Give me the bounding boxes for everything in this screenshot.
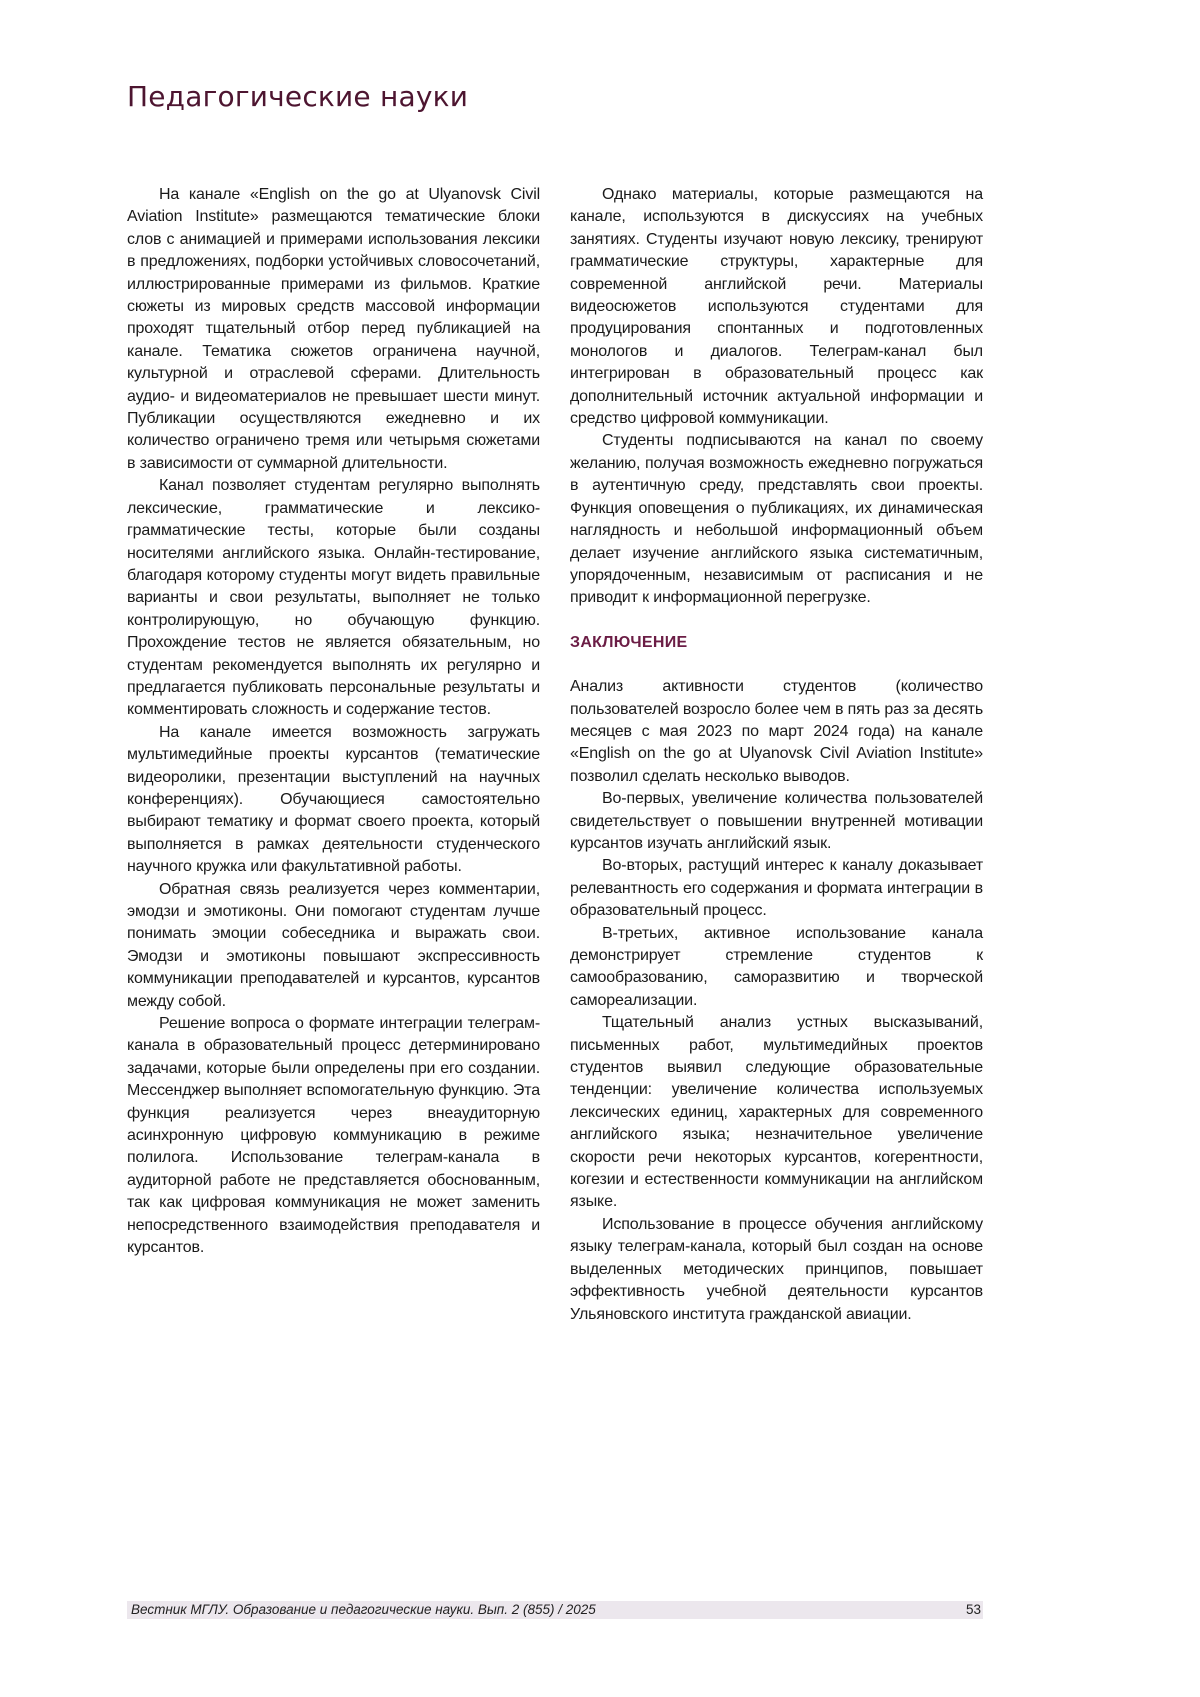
- paragraph: Во-вторых, растущий интерес к каналу доказывает релевантность его содержания и формата интеграции в образовательный процесс.: [570, 855, 983, 922]
- paragraph: Во-первых, увеличение количества пользователей свидетельствует о повышении внутренней мотивации курсантов изучать английский язык.: [570, 788, 983, 855]
- paragraph: Канал позволяет студентам регулярно выполнять лексические, грамматические и лексико-грамматические тесты, которые были созданы носителями английского языка. Онлайн-тестирование, благодаря которому студенты могут видеть правильные варианты и свои результаты, выполняет не только контролирующую, но обучающую функцию. Прохождение тестов не является обязательным, но студентам рекомендуется выполнять их регулярно и предлагается публиковать персональные результаты и комментировать сложность и содержание тестов.: [127, 475, 540, 721]
- paragraph: Однако материалы, которые размещаются на канале, используются в дискуссиях на учебных занятиях. Студенты изучают новую лексику, тренируют грамматические структуры, характерные для современной английской речи. Материалы видеосюжетов используются студентами для продуцирования спонтанных и подготовленных монологов и диалогов. Телеграм-канал был интегрирован в образовательный процесс как дополнительный источник актуальной информации и средство цифровой коммуникации.: [570, 184, 983, 430]
- paragraph: В-третьих, активное использование канала демонстрирует стремление студентов к самообразованию, саморазвитию и творческой самореализации.: [570, 923, 983, 1013]
- paragraph: Использование в процессе обучения английскому языку телеграм-канала, который был создан на основе выделенных методических принципов, повышает эффективность учебной деятельности курсантов Ульяновского института гражданской авиации.: [570, 1214, 983, 1326]
- paragraph: Обратная связь реализуется через комментарии, эмодзи и эмотиконы. Они помогают студентам лучше понимать эмоции собеседника и выражать свои. Эмодзи и эмотиконы повышают экспрессивность коммуникации преподавателей и курсантов, курсантов между собой.: [127, 879, 540, 1013]
- left-column: [127, 184, 540, 1260]
- page-number: 53: [966, 1602, 981, 1617]
- page-footer: [127, 1601, 983, 1619]
- right-column: [570, 184, 983, 1326]
- paragraph: На канале имеется возможность загружать мультимедийные проекты курсантов (тематические видеоролики, презентации выступлений на научных конференциях). Обучающиеся самостоятельно выбирают тематику и формат своего проекта, который выполняется в рамках деятельности студенческого научного кружка или факультативной работы.: [127, 722, 540, 879]
- conclusion-heading: ЗАКЛЮЧЕНИЕ: [570, 632, 983, 654]
- paragraph: Решение вопроса о формате интеграции телеграм-канала в образовательный процесс детерминировано задачами, которые были определены при его создании. Мессенджер выполняет вспомогательную функцию. Эта функция реализуется через внеаудиторную асинхронную цифровую коммуникацию в режиме полилога. Использование телеграм-канала в аудиторной работе не представляется обоснованным, так как цифровая коммуникация не может заменить непосредственного взаимодействия преподавателя и курсантов.: [127, 1013, 540, 1259]
- paragraph: Тщательный анализ устных высказываний, письменных работ, мультимедийных проектов студентов выявил следующие образовательные тенденции: увеличение количества используемых лексических единиц, характерных для современного английского языка; незначительное увеличение скорости речи некоторых курсантов, когерентности, когезии и естественности коммуникации на английском языке.: [570, 1012, 983, 1214]
- paragraph: На канале «English on the go at Ulyanovsk Civil Aviation Institute» размещаются тематические блоки слов с анимацией и примерами использования лексики в предложениях, подборки устойчивых словосочетаний, иллюстрированные примерами из фильмов. Краткие сюжеты из мировых средств массовой информации проходят тщательный отбор перед публикацией на канале. Тематика сюжетов ограничена научной, культурной и отраслевой сферами. Длительность аудио- и видеоматериалов не превышает шести минут. Публикации осуществляются ежедневно и их количество ограничено тремя или четырьмя сюжетами в зависимости от суммарной длительности.: [127, 184, 540, 475]
- journal-citation: Вестник МГЛУ. Образование и педагогические науки. Вып. 2 (855) / 2025: [131, 1602, 596, 1617]
- paragraph: Анализ активности студентов (количество пользователей возросло более чем в пять раз за десять месяцев с мая 2023 по март 2024 года) на канале «English on the go at Ulyanovsk Civil Aviation Institute» позволил сделать несколько выводов.: [570, 676, 983, 788]
- paragraph: Студенты подписываются на канал по своему желанию, получая возможность ежедневно погружаться в аутентичную среду, представлять свои проекты. Функция оповещения о публикациях, их динамическая наглядность и небольшой информационный объем делает изучение английского языка систематичным, упорядоченным, независимым от расписания и не приводит к информационной перегрузке.: [570, 430, 983, 609]
- section-title: Педагогические науки: [127, 80, 468, 113]
